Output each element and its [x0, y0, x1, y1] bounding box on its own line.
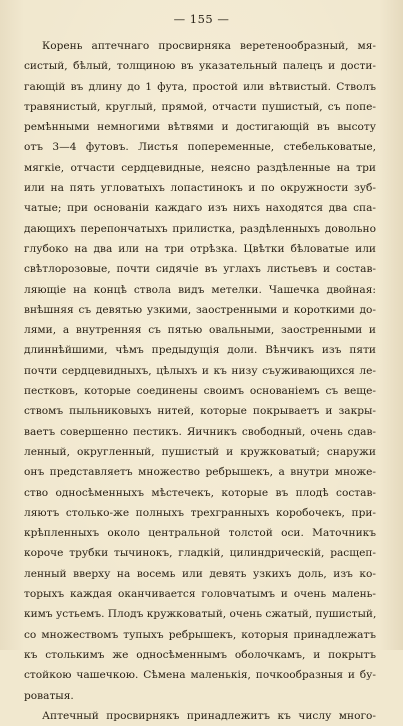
- text-line: чатые; при основаніи каждаго изъ нихъ находятся два спа-: [24, 202, 376, 215]
- text-line: или на пять угловатыхъ лопастинокъ и по окружности зуб-: [24, 182, 376, 195]
- text-line: стойкою чашечкою. Сѣмена маленькія, почкообразныя и бу-: [24, 669, 376, 682]
- text-line: пестковъ, которые соединены своимъ основаніемъ съ веще-: [24, 385, 376, 398]
- text-line: кимъ устьемъ. Плодъ кружковатый, очень сжатый, пушистый,: [24, 608, 376, 621]
- text-line: систый, бѣлый, толщиною въ указательный палецъ и дости-: [24, 60, 376, 73]
- text-line: Корень аптечнаго просвирняка веретенообразный, мя-: [42, 40, 376, 52]
- text-line: ляющіе на концѣ ствола видъ метелки. Чашечка двойная:: [24, 283, 376, 296]
- text-line: почти сердцевидныхъ, цѣлыхъ и къ низу съуживающихся ле-: [24, 364, 376, 377]
- text-line: длиннѣйшими, чѣмъ предыдущія доли. Вѣнчикъ изъ пяти: [24, 344, 376, 357]
- body-text: [24, 36, 376, 726]
- text-line: мягкіе, отчасти сердцевидные, неясно раздѣленные на три: [24, 161, 376, 174]
- text-line: ваетъ совершенно пестикъ. Яичникъ свободный, очень сдав-: [24, 425, 376, 438]
- text-line: дающихъ перепончатыхъ прилистка, раздѣленныхъ довольно: [24, 222, 376, 235]
- text-line: ляютъ столько-же полныхъ трехгранныхъ коробочекъ, при-: [24, 506, 376, 519]
- page-number: — 155 —: [173, 12, 230, 26]
- text-line: гающій въ длину до 1 фута, простой или вѣтвистый. Стволъ: [24, 80, 376, 93]
- text-line: короче трубки тычинокъ, гладкій, цилиндрическій, расщеп-: [24, 547, 376, 560]
- text-line: глубоко на два или на три отрѣзка. Цвѣтки бѣловатые или: [24, 242, 376, 255]
- text-line: со множествомъ тупыхъ ребрышекъ, которыя принадлежатъ: [24, 628, 376, 641]
- text-line: ленный, округленный, пушистый и кружковатый; снаружи: [24, 445, 376, 458]
- text-line: роватыя.: [24, 689, 74, 702]
- text-line: травянистый, круглый, прямой, отчасти пушистый, съ попе-: [24, 100, 376, 113]
- text-line: Аптечный просвирнякъ принадлежитъ къ числу много-: [42, 709, 376, 722]
- text-line: свѣтлорозовые, почти сидячіе въ углахъ листьевъ и состав-: [24, 263, 376, 276]
- paragraph-2: [24, 706, 376, 726]
- text-line: ремѣнными немногими вѣтвями и достигающій въ высоту: [24, 121, 376, 134]
- paragraph-1: [24, 36, 376, 706]
- text-line: ствомъ пыльниковыхъ нитей, которые покрываетъ и закры-: [24, 405, 376, 418]
- text-line: ство односѣменныхъ мѣстечекъ, которые въ плодѣ состав-: [24, 486, 376, 499]
- text-line: онъ представляетъ множество ребрышекъ, а внутри множе-: [24, 466, 376, 479]
- text-line: отъ 3—4 футовъ. Листья попеременные, стебельковатые,: [24, 141, 376, 154]
- text-line: лями, а внутренняя съ пятью овальными, заостренными и: [24, 324, 376, 337]
- text-line: крѣпленныхъ около центральной толстой оси. Маточникъ: [24, 527, 376, 540]
- text-line: торыхъ каждая оканчивается головчатымъ и очень малень-: [24, 588, 376, 601]
- text-line: ленный вверху на восемь или девять узкихъ доль, изъ ко-: [24, 567, 376, 580]
- text-line: внѣшняя съ девятью узкими, заостренными и короткими до-: [24, 303, 376, 316]
- text-line: къ столькимъ же односѣменнымъ оболочкамъ, и покрытъ: [24, 648, 376, 661]
